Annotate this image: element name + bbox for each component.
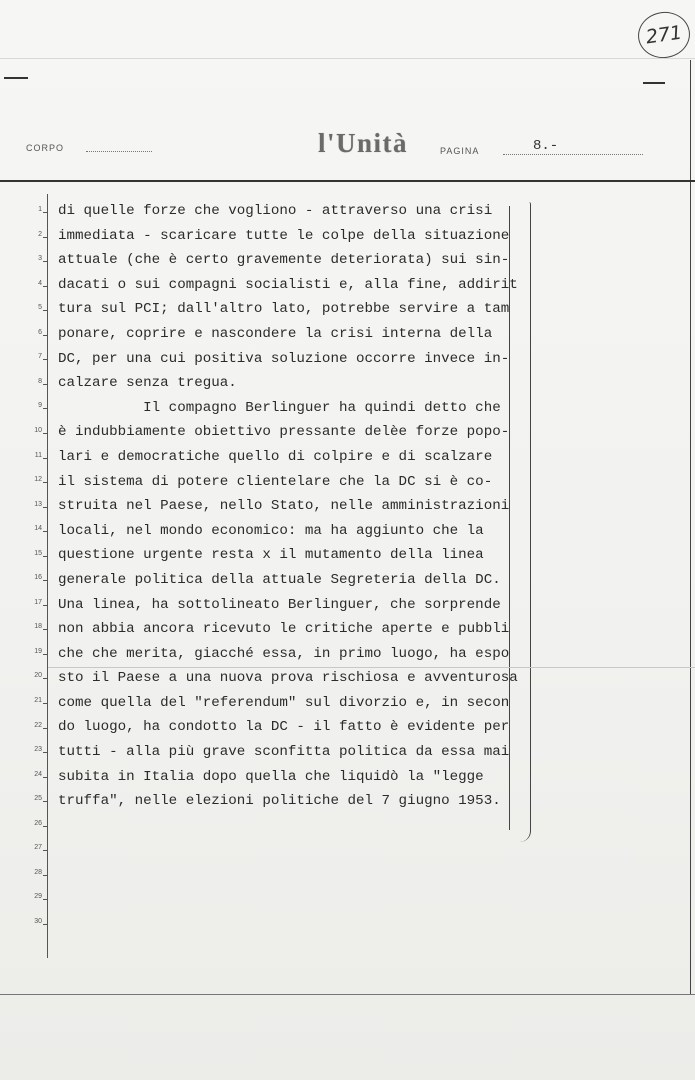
newspaper-masthead: l'Unità bbox=[318, 128, 409, 158]
line-number: 6 bbox=[14, 329, 42, 343]
corpo-dotted-field bbox=[86, 151, 152, 152]
body-line: DC, per una cui positiva soluzione occorre invece in- bbox=[58, 350, 510, 367]
typewritten-body bbox=[58, 199, 528, 814]
body-line: locali, nel mondo economico: ma ha aggiunto che la bbox=[58, 522, 484, 539]
line-number: 5 bbox=[14, 304, 42, 318]
gutter-line bbox=[47, 194, 48, 958]
line-number: 14 bbox=[14, 525, 42, 539]
line-number: 1 bbox=[14, 206, 42, 220]
body-line: Il compagno Berlinguer ha quindi detto che bbox=[58, 399, 501, 416]
line-number: 19 bbox=[14, 648, 42, 662]
body-line: che che merita, giacché essa, in primo luogo, ha espo bbox=[58, 645, 510, 662]
line-number: 10 bbox=[14, 427, 42, 441]
line-number: 22 bbox=[14, 722, 42, 736]
body-line: immediata - scaricare tutte le colpe della situazione bbox=[58, 227, 510, 244]
corpo-label: CORPO bbox=[26, 143, 65, 153]
body-line: truffa", nelle elezioni politiche del 7 giugno 1953. bbox=[58, 793, 501, 810]
body-line: non abbia ancora ricevuto le critiche aperte e pubbli bbox=[58, 621, 510, 638]
header-strip bbox=[0, 58, 695, 179]
line-number: 8 bbox=[14, 378, 42, 392]
body-line: lari e democratiche quello di colpire e di scalzare bbox=[58, 448, 493, 465]
body-line: subita in Italia dopo quella che liquidò la "legge bbox=[58, 768, 484, 785]
body-line: questione urgente resta x il mutamento della linea bbox=[58, 547, 484, 564]
body-line: tutti - alla più grave sconfitta politica da essa mai bbox=[58, 744, 510, 761]
line-number: 17 bbox=[14, 599, 42, 613]
line-number: 9 bbox=[14, 402, 42, 416]
line-number: 26 bbox=[14, 820, 42, 834]
body-line: come quella del "referendum" sul divorzio e, in secon bbox=[58, 694, 510, 711]
line-number: 27 bbox=[14, 844, 42, 858]
line-number: 25 bbox=[14, 795, 42, 809]
body-line: tura sul PCI; dall'altro lato, potrebbe servire a tam bbox=[58, 301, 510, 318]
handwritten-page-number: 271 bbox=[635, 9, 693, 62]
line-number: 21 bbox=[14, 697, 42, 711]
body-line: calzare senza tregua. bbox=[58, 375, 237, 392]
line-number: 28 bbox=[14, 869, 42, 883]
line-number: 3 bbox=[14, 255, 42, 269]
body-line: è indubbiamente obiettivo pressante delèe forze popo- bbox=[58, 424, 510, 441]
body-line: dacati o sui compagni socialisti e, alla fine, addirit bbox=[58, 276, 518, 293]
line-number: 7 bbox=[14, 353, 42, 367]
pagina-value: 8.- bbox=[533, 138, 559, 154]
body-line: ponare, coprire e nascondere la crisi interna della bbox=[58, 325, 493, 342]
body-line: struita nel Paese, nello Stato, nelle amministrazioni bbox=[58, 498, 510, 515]
paper-fold-line bbox=[48, 667, 695, 668]
line-number: 24 bbox=[14, 771, 42, 785]
bottom-rule bbox=[0, 994, 695, 995]
line-number: 11 bbox=[14, 452, 42, 466]
body-line: generale politica della attuale Segreteria della DC. bbox=[58, 571, 501, 588]
body-line: il sistema di potere clientelare che la DC si è co- bbox=[58, 473, 493, 490]
right-edge-rule bbox=[690, 60, 691, 994]
pagina-label: PAGINA bbox=[440, 146, 480, 156]
body-line: di quelle forze che vogliono - attraverso una crisi bbox=[58, 203, 493, 219]
line-number: 18 bbox=[14, 623, 42, 637]
body-line: sto il Paese a una nuova prova rischiosa e avventurosa bbox=[58, 670, 518, 687]
body-line: do luogo, ha condotto la DC - il fatto è evidente per bbox=[58, 719, 510, 736]
line-number: 23 bbox=[14, 746, 42, 760]
pagina-dotted-field bbox=[503, 154, 643, 155]
handwritten-margin-bracket bbox=[520, 202, 531, 842]
line-number: 16 bbox=[14, 574, 42, 588]
line-number: 29 bbox=[14, 893, 42, 907]
line-number: 2 bbox=[14, 231, 42, 245]
line-number: 13 bbox=[14, 501, 42, 515]
right-margin-line bbox=[509, 206, 510, 830]
line-number: 15 bbox=[14, 550, 42, 564]
body-line: attuale (che è certo gravemente deteriorata) sui sin- bbox=[58, 252, 510, 269]
line-number: 12 bbox=[14, 476, 42, 490]
line-number: 30 bbox=[14, 918, 42, 932]
line-number: 4 bbox=[14, 280, 42, 294]
header-rule bbox=[0, 180, 695, 182]
body-line: Una linea, ha sottolineato Berlinguer, che sorprende bbox=[58, 596, 501, 613]
line-number: 20 bbox=[14, 672, 42, 686]
